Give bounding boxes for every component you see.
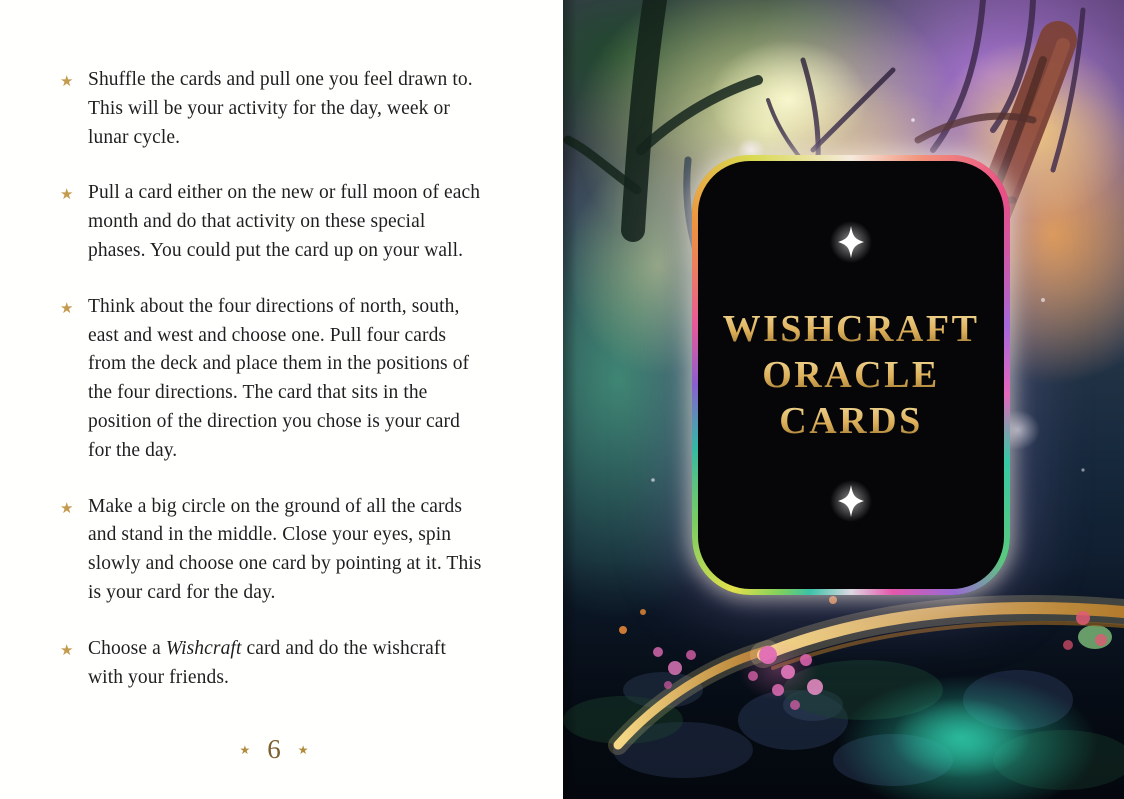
- instruction-item: [60, 66, 488, 152]
- card-title-line: ORACLE: [698, 352, 1004, 398]
- instruction-item: [60, 635, 488, 693]
- right-page: [563, 0, 1124, 799]
- star-icon: ★: [60, 640, 74, 659]
- star-icon: ★: [239, 742, 251, 757]
- oracle-card: [692, 155, 1010, 595]
- page-number: 6: [267, 734, 281, 764]
- card-title-line: WISHCRAFT: [698, 306, 1004, 352]
- card-title-line: CARDS: [698, 398, 1004, 444]
- instructions-list: [60, 66, 488, 692]
- instruction-text: Make a big circle on the ground of all the cards and stand in the middle. Close your eyes, spin slowly and choose one card by pointing at it. This is your card for the day.: [88, 495, 482, 603]
- star-icon: ★: [60, 72, 74, 90]
- star-icon: ★: [297, 742, 309, 757]
- card-title: [698, 306, 1004, 444]
- star-icon: ★: [60, 498, 74, 517]
- star-icon: ★: [60, 185, 74, 204]
- instruction-item: [60, 293, 488, 466]
- sparkle-icon: [829, 479, 873, 523]
- instruction-text-pre: Choose a: [88, 637, 166, 659]
- star-icon: ★: [60, 298, 74, 317]
- instruction-text: Pull a card either on the new or full moon of each month and do that activity on these special phases. You could put the card up on your wall.: [88, 182, 481, 261]
- instruction-text-italic: Wishcraft: [165, 637, 242, 659]
- instruction-item: [60, 179, 488, 265]
- instruction-text: [88, 635, 486, 693]
- instruction-text: Shuffle the cards and pull one you feel drawn to. This will be your activity for the day, week or lunar cycle.: [88, 69, 473, 148]
- spine-shadow: [563, 0, 577, 799]
- instruction-text-post: card and do the wishcraft with your friends.: [88, 637, 447, 688]
- sparkle-icon: [829, 220, 873, 264]
- instruction-item: [60, 493, 488, 608]
- page-footer: [60, 736, 488, 763]
- instruction-text: Think about the four directions of north, south, east and west and choose one. Pull four cards from the deck and place them in the positions of the four directions. The card that sits in the position of the direction you chose is your card for the day.: [88, 295, 470, 461]
